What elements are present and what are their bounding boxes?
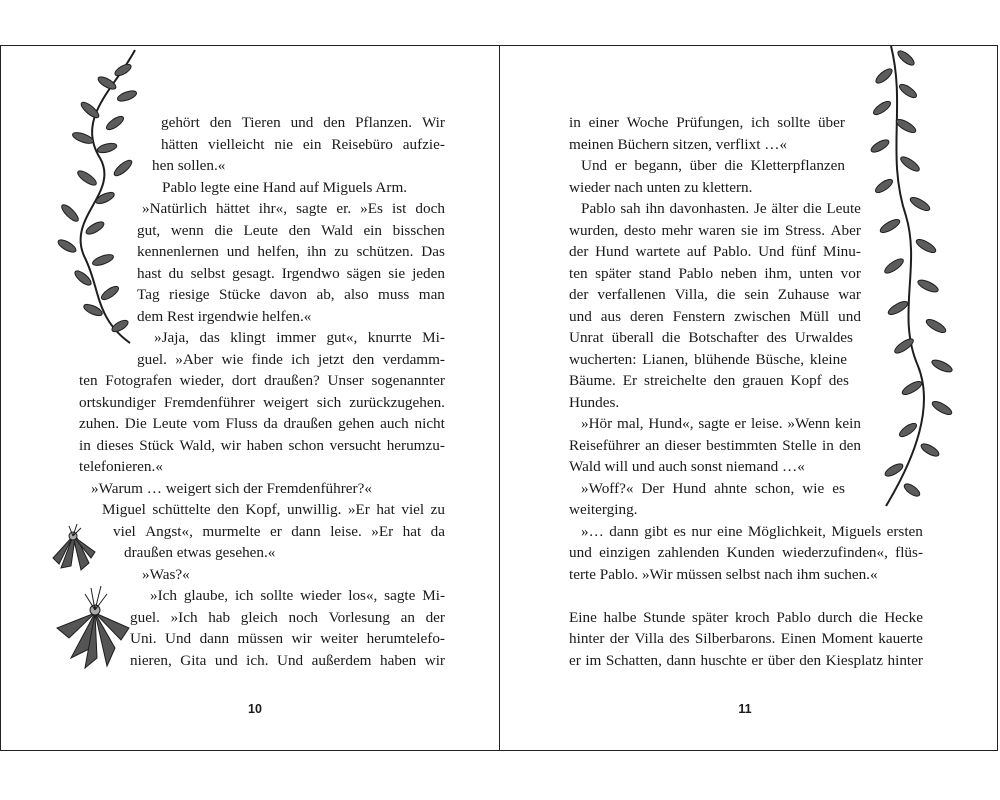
text-line: »Was?«	[142, 566, 190, 583]
text-line: Pablo sah ihn davonhasten. Je älter die Leute	[581, 200, 861, 217]
hanging-vine-illustration-right	[876, 46, 966, 511]
text-line: gut, wenn die Leute den Wald ein bisschen	[137, 222, 445, 239]
text-line: der verfallenen Villa, die sein Zuhause war	[569, 286, 861, 303]
hanging-vine-illustration-left	[45, 48, 145, 348]
text-line: draußen etwas gesehen.«	[124, 544, 276, 561]
left-page	[1, 46, 500, 750]
text-line: terte Pablo. »Wir müssen selbst nach ihm suchen.«	[569, 566, 878, 583]
text-line: hen sollen.«	[152, 157, 226, 174]
text-line: wurden, desto mehr waren sie im Stress. Aber	[569, 222, 861, 239]
text-line: in einer Woche Prüfungen, ich sollte über	[569, 114, 845, 131]
text-line: kennenlernen und helfen, ihn zu schützen. Das	[137, 243, 445, 260]
text-line: nieren, Gita und ich. Und außerdem haben wir	[130, 652, 445, 669]
text-line: zuhen. Die Leute vom Fluss da draußen gehen auch nicht	[79, 415, 445, 432]
text-line: »Woff?« Der Hund ahnte schon, wie es	[581, 480, 845, 497]
text-line: gehört den Tieren und den Pflanzen. Wir	[161, 114, 445, 131]
text-line: viel Angst«, murmelte er dann leise. »Er hat da	[113, 523, 445, 540]
text-line: Reiseführer an dieser bestimmten Stelle in den	[569, 437, 861, 454]
text-line: in dieses Stück Wald, wir haben schon versucht herumzu-	[79, 437, 445, 454]
text-line: und einzigen zahlenden Kunden wiederzufinden«, flüs-	[569, 544, 923, 561]
text-line: und aus deren Fenstern zwischen Müll und	[569, 308, 861, 325]
text-line: Pablo legte eine Hand auf Miguels Arm.	[162, 179, 408, 196]
text-line: Hundes.	[569, 394, 620, 411]
text-line: wieder nach unten zu klettern.	[569, 179, 753, 196]
text-line: hinter der Villa des Silberbarons. Einen Moment kauerte	[569, 630, 923, 647]
text-line: ortskundiger Fremdenführer weigert sich zurückzugehen.	[79, 394, 445, 411]
text-line: telefonieren.«	[79, 458, 163, 475]
text-line: weiterging.	[569, 501, 638, 518]
text-line: Uni. Und dann müssen wir weiter herumtelefo-	[130, 630, 445, 647]
text-line: er im Schatten, dann huschte er über den Kiesplatz hinter	[569, 652, 923, 669]
text-line: guel. »Aber wie finde ich jetzt den verdamm-	[137, 351, 445, 368]
book-spread	[0, 45, 998, 751]
text-line: dem Rest irgendwie helfen.«	[137, 308, 312, 325]
text-line: »Ich glaube, ich sollte wieder los«, sagte Mi-	[150, 587, 445, 604]
text-line: Miguel schüttelte den Kopf, unwillig. »Er hat viel zu	[102, 501, 445, 518]
text-line: Tag riesige Stücke davon ab, also muss man	[137, 286, 445, 303]
right-page	[500, 46, 999, 750]
text-line: hast du selbst gesagt. Irgendwo sägen sie jeden	[137, 265, 445, 282]
text-line: »… dann gibt es nur eine Möglichkeit, Miguels ersten	[581, 523, 923, 540]
text-line: ten später stand Pablo neben ihm, unten vor	[569, 265, 861, 282]
text-line: Eine halbe Stunde später kroch Pablo durch die Hecke	[569, 609, 923, 626]
text-line: Unrat überall die Botschafter des Urwaldes	[569, 329, 853, 346]
text-line: »Warum … weigert sich der Fremdenführer?«	[91, 480, 372, 497]
text-line: hätten vielleicht nie ein Reisebüro aufzie-	[161, 136, 445, 153]
text-line: Bäume. Er streichelte den grauen Kopf des	[569, 372, 849, 389]
text-line: wucherten: Lianen, blühende Büsche, kleine	[569, 351, 847, 368]
text-line: »Jaja, das klingt immer gut«, knurrte Mi-	[154, 329, 445, 346]
text-line: guel. »Ich hab gleich noch Vorlesung an der	[130, 609, 445, 626]
text-line: »Hör mal, Hund«, sagte er leise. »Wenn kein	[581, 415, 861, 432]
page-number-right: 11	[738, 702, 752, 716]
text-line: der Hund wartete auf Pablo. Und fünf Minu-	[569, 243, 861, 260]
text-line: meinen Büchern sitzen, verflixt …«	[569, 136, 788, 153]
page-number-left: 10	[248, 702, 262, 716]
text-line: ten Fotografen wieder, dort draußen? Unser sogenannter	[79, 372, 445, 389]
text-line: »Natürlich hättet ihr«, sagte er. »Es ist doch	[142, 200, 445, 217]
text-line: Und er begann, über die Kletterpflanzen	[581, 157, 845, 174]
text-line: Wald will und auch sonst niemand …«	[569, 458, 805, 475]
